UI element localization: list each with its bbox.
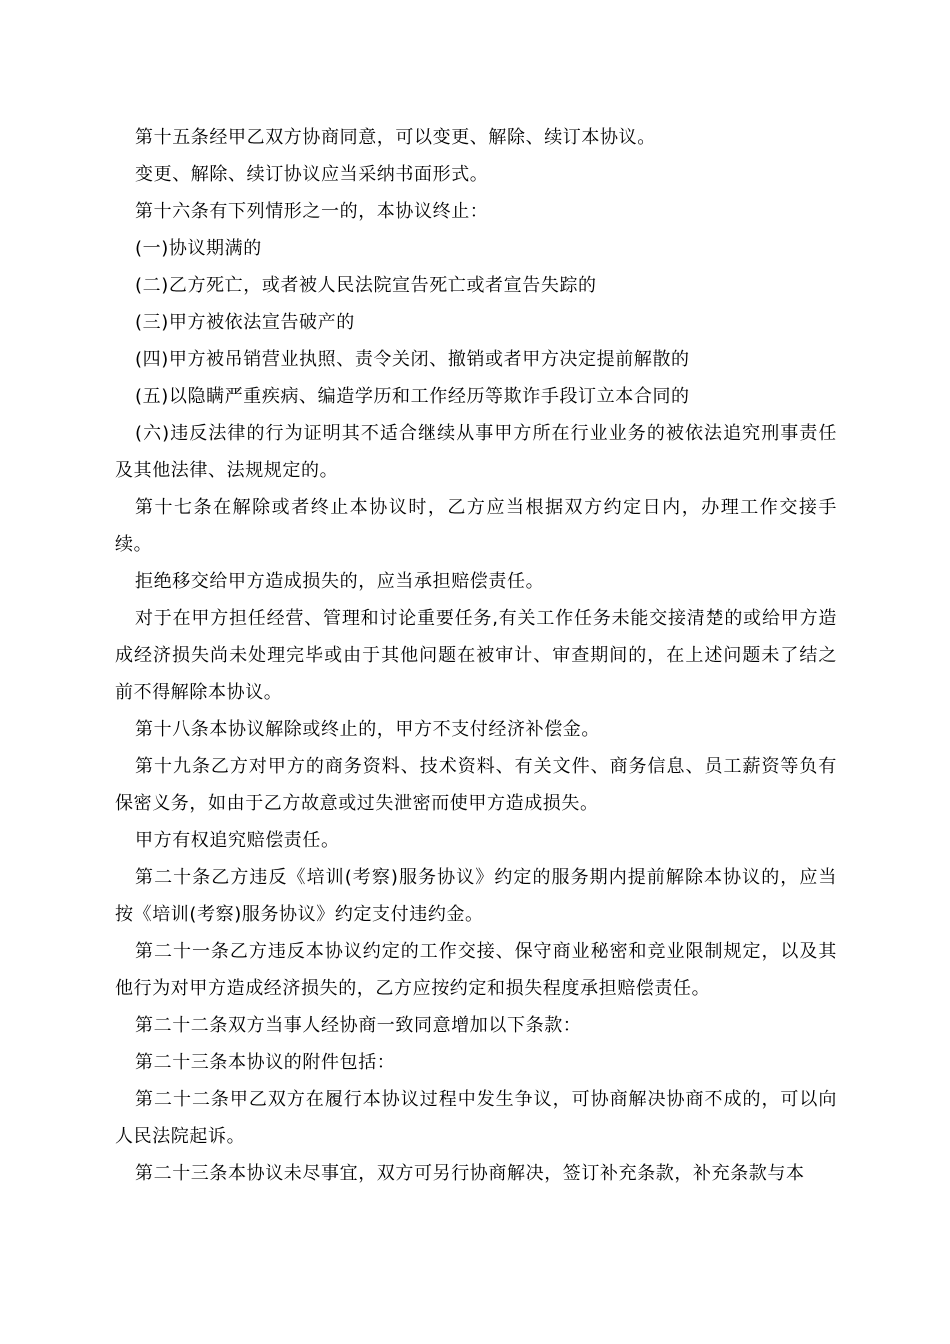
paragraph-article-22-dispute: 第二十二条甲乙双方在履行本协议过程中发生争议，可协商解决协商不成的，可以向人民法院起诉。 xyxy=(115,1089,837,1147)
paragraph-change-form: 变更、解除、续订协议应当采纳书面形式。 xyxy=(135,164,489,185)
paragraph-article-19: 第十九条乙方对甲方的商务资料、技术资料、有关文件、商务信息、员工薪资等负有保密义务，如由于乙方故意或过失泄密而使甲方造成损失。 xyxy=(115,756,837,814)
paragraph-article-16: 第十六条有下列情形之一的，本协议终止： xyxy=(135,201,489,222)
list-item-termination-4: (四)甲方被吊销营业执照、责令关闭、撤销或者甲方决定提前解散的 xyxy=(135,349,690,370)
list-item-termination-3: (三)甲方被依法宣告破产的 xyxy=(135,312,355,333)
paragraph-article-18: 第十八条本协议解除或终止的，甲方不支付经济补偿金。 xyxy=(135,719,600,740)
paragraph-compensation-right: 甲方有权追究赔偿责任。 xyxy=(135,830,340,851)
paragraph-audit-period: 对于在甲方担任经营、管理和讨论重要任务,有关工作任务未能交接清楚的或给甲方造成经济损失尚未处理完毕或由于其他问题在被审计、审查期间的，在上述问题未了结之前不得解除本协议。 xyxy=(115,608,837,703)
document-body xyxy=(115,119,837,1192)
list-item-termination-2: (二)乙方死亡，或者被人民法院宣告死亡或者宣告失踪的 xyxy=(135,275,597,296)
list-item-termination-5: (五)以隐瞒严重疾病、编造学历和工作经历等欺诈手段订立本合同的 xyxy=(135,386,690,407)
paragraph-article-17: 第十七条在解除或者终止本协议时，乙方应当根据双方约定日内，办理工作交接手续。 xyxy=(115,497,837,555)
list-item-termination-1: (一)协议期满的 xyxy=(135,238,262,259)
paragraph-handover-liability: 拒绝移交给甲方造成损失的，应当承担赔偿责任。 xyxy=(135,571,545,592)
paragraph-article-22-additional: 第二十二条双方当事人经协商一致同意增加以下条款： xyxy=(135,1015,582,1036)
paragraph-article-23-supplement: 第二十三条本协议未尽事宜，双方可另行协商解决，签订补充条款，补充条款与本 xyxy=(135,1163,805,1184)
paragraph-article-21: 第二十一条乙方违反本协议约定的工作交接、保守商业秘密和竞业限制规定，以及其他行为对甲方造成经济损失的，乙方应按约定和损失程度承担赔偿责任。 xyxy=(115,941,837,999)
paragraph-article-20: 第二十条乙方违反《培训(考察)服务协议》约定的服务期内提前解除本协议的，应当按《培训(考察)服务协议》约定支付违约金。 xyxy=(115,867,837,925)
list-item-termination-6: (六)违反法律的行为证明其不适合继续从事甲方所在行业业务的被依法追究刑事责任及其他法律、法规规定的。 xyxy=(115,423,837,481)
paragraph-article-15: 第十五条经甲乙双方协商同意，可以变更、解除、续订本协议。 xyxy=(135,127,656,148)
paragraph-article-23-attachments: 第二十三条本协议的附件包括： xyxy=(135,1052,396,1073)
